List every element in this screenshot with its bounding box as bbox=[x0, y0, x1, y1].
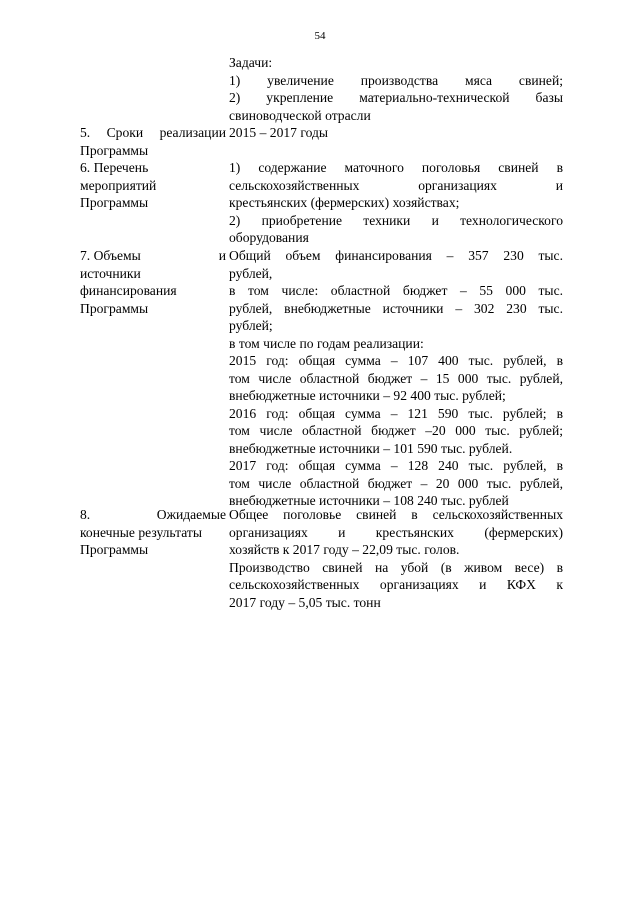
financing-line: внебюджетные источники – 101 590 тыс. рублей. bbox=[229, 440, 513, 456]
tasks-value bbox=[229, 54, 563, 124]
financing-line: том числе областной бюджет –20 000 тыс. рублей; bbox=[229, 423, 563, 438]
financing-line: Общий объем финансирования – 357 230 тыс. bbox=[229, 248, 563, 263]
terms-label bbox=[80, 124, 226, 159]
results-line: Общее поголовье свиней в сельскохозяйственных bbox=[229, 507, 563, 522]
financing-label-line4: Программы bbox=[80, 300, 149, 316]
financing-line: том числе областной бюджет – 20 000 тыс. рублей, bbox=[229, 475, 563, 491]
terms-label-word1: Сроки bbox=[106, 125, 144, 140]
financing-line: рублей; bbox=[229, 318, 273, 333]
financing-line: рублей, внебюджетные источники – 302 230 тыс. bbox=[229, 300, 563, 316]
results-line: 2017 году – 5,05 тыс. тонн bbox=[229, 594, 381, 610]
measures-label-line2: мероприятий bbox=[80, 177, 157, 193]
measures-p1-l2: сельскохозяйственных организациях и bbox=[229, 177, 563, 193]
terms-value-text: 2015 – 2017 годы bbox=[229, 125, 329, 140]
measures-p2-l2: оборудования bbox=[229, 230, 309, 245]
results-label-line1b: Ожидаемые bbox=[156, 507, 226, 522]
results-label-line3: Программы bbox=[80, 542, 149, 557]
financing-line: в том числе: областной бюджет – 55 000 тыс. bbox=[229, 283, 563, 298]
measures-p2-l1: 2) приобретение техники и технологического bbox=[229, 212, 563, 228]
financing-line: в том числе по годам реализации: bbox=[229, 335, 424, 351]
financing-line: внебюджетные источники – 108 240 тыс. рублей bbox=[229, 493, 509, 508]
terms-label-word2: реализации bbox=[159, 125, 226, 140]
task-2-line-2: свиноводческой отрасли bbox=[229, 107, 371, 123]
results-value bbox=[229, 506, 563, 611]
financing-label-line1b: и bbox=[218, 248, 226, 263]
financing-line: 2016 год: общая сумма – 121 590 тыс. рублей; в bbox=[229, 405, 563, 421]
results-label-line2: конечные результаты bbox=[80, 524, 202, 540]
financing-label-line2: источники bbox=[80, 265, 141, 281]
measures-p1-l1: 1) содержание маточного поголовья свиней в bbox=[229, 160, 563, 175]
results-line: сельскохозяйственных организациях и КФХ к bbox=[229, 577, 563, 592]
task-2-line-1: 2) укрепление материально-технической базы bbox=[229, 90, 563, 105]
terms-label-line2: Программы bbox=[80, 142, 149, 158]
financing-label-line1a: 7. Объемы bbox=[80, 248, 141, 263]
page-number: 54 bbox=[314, 30, 326, 42]
results-label bbox=[80, 506, 226, 559]
results-line: Производство свиней на убой (в живом весе) в bbox=[229, 559, 563, 575]
measures-value bbox=[229, 159, 563, 247]
results-label-line1a: 8. bbox=[80, 507, 91, 522]
financing-line: рублей, bbox=[229, 265, 273, 281]
measures-label-line3: Программы bbox=[80, 195, 149, 210]
task-1: 1) увеличение производства мяса свиней; bbox=[229, 72, 563, 88]
tasks-header: Задачи: bbox=[229, 55, 273, 70]
financing-value bbox=[229, 247, 563, 510]
measures-label-line1: 6. Перечень bbox=[80, 160, 149, 175]
financing-line: том числе областной бюджет – 15 000 тыс. рублей, bbox=[229, 370, 563, 386]
results-line: организациях и крестьянских (фермерских) bbox=[229, 524, 563, 540]
terms-label-num: 5. bbox=[80, 125, 91, 140]
financing-line: 2017 год: общая сумма – 128 240 тыс. рублей, в bbox=[229, 458, 563, 473]
financing-label-line3: финансирования bbox=[80, 283, 177, 298]
measures-p1-l3: крестьянских (фермерских) хозяйствах; bbox=[229, 195, 460, 210]
measures-label bbox=[80, 159, 226, 212]
financing-label bbox=[80, 247, 226, 317]
terms-value bbox=[229, 124, 563, 142]
results-line: хозяйств к 2017 году – 22,09 тыс. голов. bbox=[229, 542, 460, 557]
financing-line: 2015 год: общая сумма – 107 400 тыс. рублей, в bbox=[229, 353, 563, 368]
financing-line: внебюджетные источники – 92 400 тыс. рублей; bbox=[229, 388, 506, 403]
